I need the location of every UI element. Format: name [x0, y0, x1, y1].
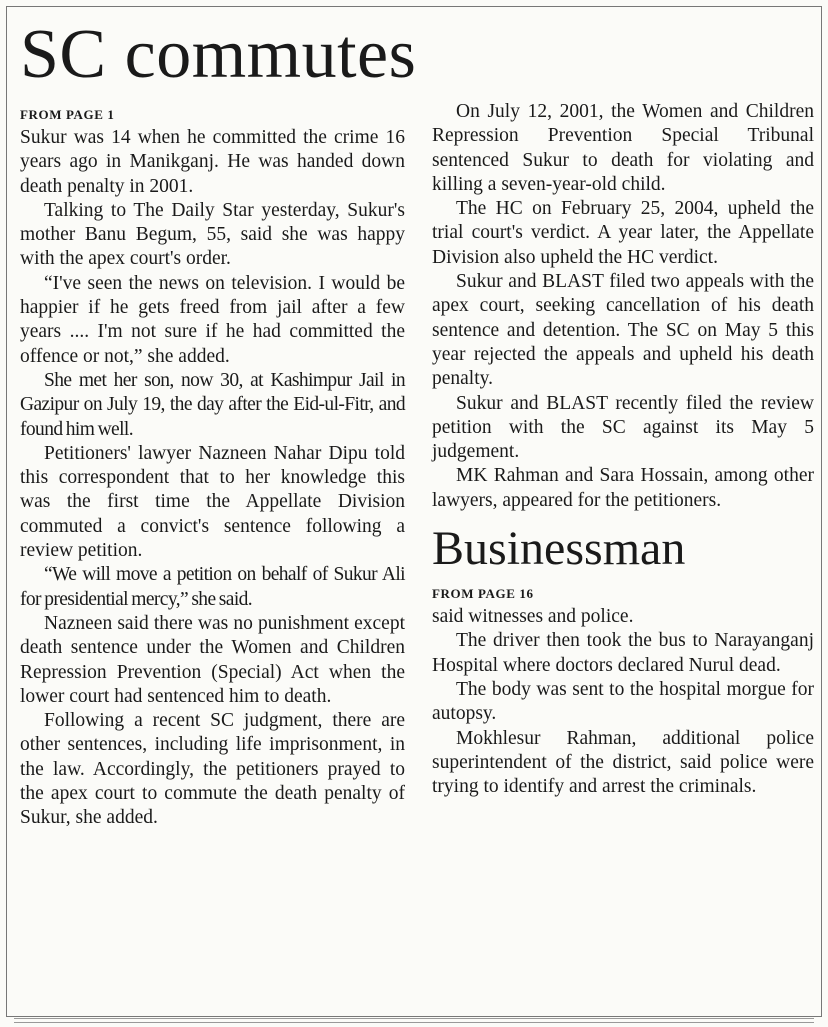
paragraph: MK Rahman and Sara Hossain, among other lawyers, appeared for the petitioners. [432, 465, 814, 511]
paragraph: The body was sent to the hospital morgue for autopsy. [432, 678, 814, 725]
paragraph: “We will move a petition on behalf of Sukur Ali for presidential mercy,” she said. [20, 564, 405, 610]
paragraph: Sukur and BLAST recently filed the review petition with the SC against its May 5 judgement. [432, 392, 814, 463]
paragraph: Nazneen said there was no punishment except death sentence under the Women and Children Repression Prevention (Special) Act when the lower court had sentenced him to death. [20, 612, 405, 707]
paragraph: “I've seen the news on television. I would be happier if he gets freed from jail after a few years .... I'm not sure if he had committed the offence or not,” she added. [20, 272, 405, 367]
headline-sc-commutes: SC commutes [20, 16, 417, 93]
kicker-from-page-16: FROM PAGE 16 [432, 586, 534, 602]
headline-businessman: Businessman [432, 522, 686, 576]
paragraph: said witnesses and police. [432, 606, 634, 628]
paragraph: Petitioners' lawyer Nazneen Nahar Dipu told this correspondent that to her knowledge this was the first time the Appellate Division commuted a convict's sentence following a review petition. [20, 442, 405, 562]
paragraph: Sukur was 14 when he committed the crime 16 years ago in Manikganj. He was handed down death penalty in 2001. [20, 127, 405, 197]
kicker-from-page-1: FROM PAGE 1 [20, 107, 115, 122]
paragraph: The HC on February 25, 2004, upheld the trial court's verdict. A year later, the Appellate Division also upheld the HC verdict. [432, 198, 814, 268]
paragraph: On July 12, 2001, the Women and Children Repression Prevention Special Tribunal sentenced Sukur to death for violating and killing a seven-year-old child. [432, 101, 814, 195]
column-left [20, 100, 405, 831]
bottom-rule [14, 1018, 814, 1023]
paragraph: Talking to The Daily Star yesterday, Sukur's mother Banu Begum, 55, said she was happy with the apex court's order. [20, 199, 405, 270]
column-right [432, 100, 814, 799]
paragraph: Following a recent SC judgment, there are other sentences, including life imprisonment, in the law. Accordingly, the petitioners prayed to the apex court to commute the death penalty of Sukur, she added. [20, 710, 405, 829]
paragraph: She met her son, now 30, at Kashimpur Jail in Gazipur on July 19, the day after the Eid-ul-Fitr, and found him well. [20, 369, 405, 440]
paragraph: Sukur and BLAST filed two appeals with the apex court, seeking cancellation of his death sentence and detention. The SC on May 5 this year rejected the appeals and upheld his death penalty. [432, 271, 814, 390]
paragraph: The driver then took the bus to Narayanganj Hospital where doctors declared Nurul dead. [432, 630, 814, 676]
paragraph: Mokhlesur Rahman, additional police superintendent of the district, said police were trying to identify and arrest the criminals. [432, 727, 814, 798]
